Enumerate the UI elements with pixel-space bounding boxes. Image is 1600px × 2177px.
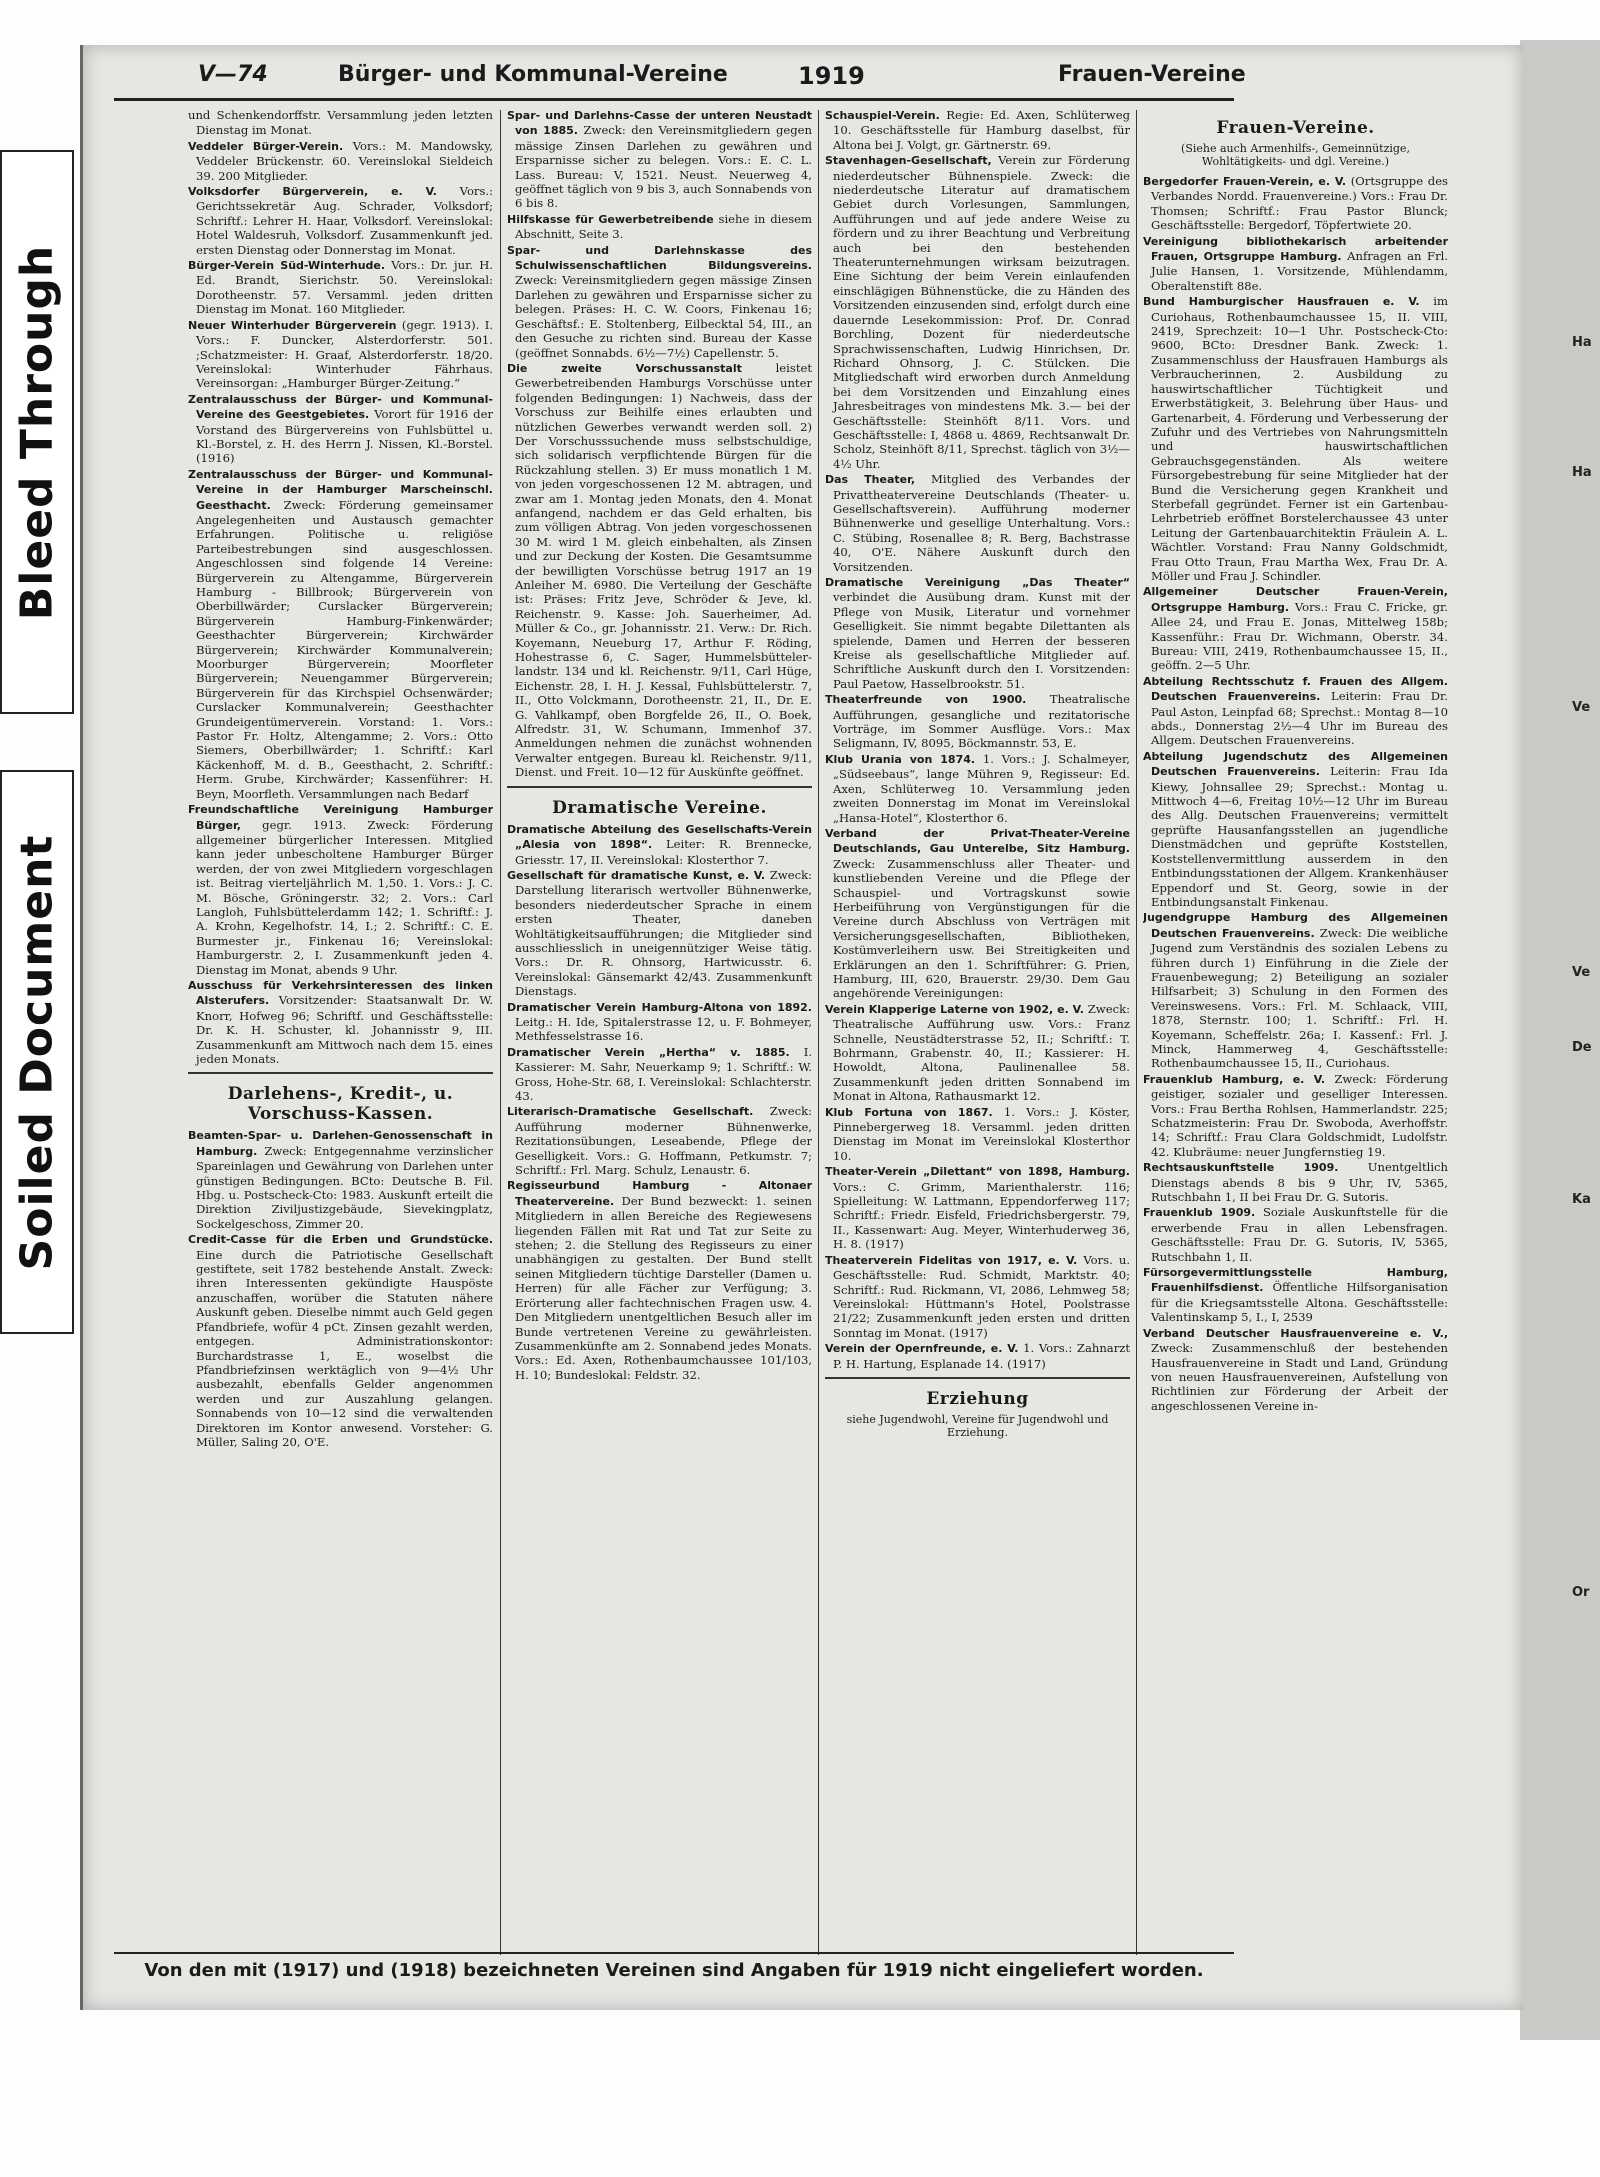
section-title-dramatische: Dramatische Vereine. — [552, 797, 767, 818]
entry-body: Zweck: Zusammenschluß der bestehenden Hausfrauenvereine in Stadt und Land, Gründung von neuen Hausfrauenvereinen, Aufstellung von Richtlinien zur Förderung der Arbeit der angeschlossenen Vereine in- — [1151, 1341, 1448, 1413]
entry-title: Zentralausschuss der Bürger- und Kommunal-Vereine des Geestgebietes. — [188, 392, 493, 422]
directory-entry — [507, 868, 812, 999]
entry-body: Öffentliche Hilfsorganisation für die Kriegsamtsstelle Altona. Geschäftsstelle: Valentinskamp 5, I., I, 2539 — [1151, 1280, 1448, 1325]
adjacent-fragment: Ka — [1572, 1192, 1591, 1207]
entry-body: Zweck: Förderung gemeinsamer Angelegenheiten und Austausch gemachter Erfahrungen. Politische u. religiöse Parteibestrebungen sind ausgeschlossen. Angeschlossen sind folgende 14 Vereine: Bürgerverein zu Altengamme, Bürgerverein Hamburg - Billbrook; Bürgerverein von Oberbillwärder; Curslacker Bürgerverein; Bürgerverein Hamburg-Finkenwärder; Geesthachter Bürgerverein; Kirchwärder Bürgerverein; Kirchwärder Kommunalverein; Moorburger Bürgerverein; Moorfleter Bürgerverein; Neuengammer Bürgerverein; Bürgerverein für das Kirchspiel Ochsenwärder; Curslacker Kommunalverein; Geesthachter Grundeigentümerverein. Vorstand: 1. Vors.: Pastor Fr. Holtz, Altengamme; 2. Vors.: Otto Siemers, Oberbillwärder; 1. Schriftf.: Karl Käckenhoff, M. d. B., Geesthacht, 2. Schriftf.: Herm. Grube, Kirchwärder; Kassenführer: H. Beyn, Moorfleth. Versammlungen nach Bedarf — [196, 497, 493, 801]
directory-entry — [825, 108, 1130, 152]
entry-title: Theater-Verein „Dilettant“ von 1898, Hamburg. — [825, 1165, 1130, 1179]
column-divider — [500, 110, 501, 1955]
entry-title: Frauenklub Hamburg, e. V. — [1143, 1072, 1326, 1086]
header-left-title: Bürger- und Kommunal-Vereine — [338, 62, 728, 87]
column-divider — [818, 110, 819, 1955]
entry-title: Theaterfreunde von 1900. — [825, 693, 1027, 707]
entry-title: Ausschuss für Verkehrsinteressen des linken Alsterufers. — [188, 978, 493, 1008]
entry-title: Fürsorgevermittlungsstelle Hamburg, Frauenhilfsdienst. — [1143, 1266, 1448, 1295]
directory-entry — [1143, 234, 1448, 294]
entry-title: Volksdorfer Bürgerverein, e. V. — [188, 185, 437, 199]
entry-body: Leitg.: H. Ide, Spitalerstrasse 12, u. F. Bohmeyer, Methfesselstrasse 16. — [515, 1014, 812, 1044]
directory-entry — [188, 467, 493, 801]
directory-entry — [1143, 174, 1448, 233]
entry-title: Verein Klapperige Laterne von 1902, e. V. — [825, 1002, 1084, 1016]
entry-body: siehe in diesem Abschnitt, Seite 3. — [515, 211, 812, 242]
directory-entry — [188, 184, 493, 257]
entry-title: Abteilung Jugendschutz des Allgemeinen Deutschen Frauenvereins. — [1143, 749, 1448, 779]
directory-entry — [825, 692, 1130, 751]
entry-body: Vorsitzender: Staatsanwalt Dr. W. Knorr, Hofweg 96; Schriftf. und Geschäftsstelle: Dr. K. H. Schuster, kl. Johannisstr 9, III. Zusammenkunft am Mittwoch nach dem 15. eines jeden Monats. — [196, 993, 493, 1066]
entry-title: Dramatischer Verein Hamburg-Altona von 1892. — [507, 1000, 812, 1014]
directory-entry — [825, 1253, 1130, 1340]
entry-body: Vors.: M. Mandowsky, Veddeler Brückenstr. 60. Vereinslokal Sieldeich 39. 200 Mitglieder. — [196, 138, 493, 183]
entry-body: Zweck: Förderung geistiger, sozialer und geselliger Interessen. Vors.: Frau Bertha Rohlsen, Hammerlandstr. 225; Schatzmeisterin: Frau Dr. Swoboda, Averhoffstr. 14; Schriftf.: Frau Clara Goldschmidt, Ludolfstr. 42. Klubräume: neuer Jungfernstieg 19. — [1151, 1071, 1448, 1159]
entry-body: Vors.: Dr. jur. H. Ed. Brandt, Sierichstr. 50. Vereinslokal: Dorotheenstr. 57. Versamml. jeden dritten Dienstag im Monat. 160 Mitglieder. — [196, 258, 493, 317]
directory-entry — [188, 258, 493, 317]
directory-entry — [188, 1128, 493, 1231]
directory-entry — [507, 108, 812, 211]
directory-entry — [1143, 584, 1448, 672]
directory-entry — [507, 1178, 812, 1382]
page-header — [118, 62, 1246, 92]
column-3 — [825, 108, 1130, 1958]
section-title-erziehung: Erziehung — [926, 1388, 1029, 1409]
entry-body: Leiterin: Frau Ida Kiewy, Johnsallee 29; Sprechst.: Montag u. Mittwoch 4—6, Freitag 10½—12 Uhr im Bureau des Allg. Deutschen Frauenvereins; vermittelt geprüfte Hausanfangsstellen an jugendliche Dienstmädchen und geprüfte Koststellen, Koststellenvermittlung ausserdem in den Entbindungsstationen der Allgem. Krankenhäuser Eppendorf und St. Georg, sowie in der Entbindungsanstalt Finkenau. — [1151, 764, 1448, 909]
directory-entry — [1143, 1326, 1448, 1413]
soiled-document-label — [0, 770, 74, 1334]
entry-title: Neuer Winterhuder Bürgerverein — [188, 318, 397, 332]
entry-body: Vors.: Gerichtssekretär Aug. Schrader, Volksdorf; Schriftf.: Lehrer H. Haar, Volksdorf. Vereinslokal: Hotel Waldesruh, Volksdorf. Zusammenkunft jed. ersten Dienstag oder Donnerstag im Monat. — [196, 184, 493, 257]
directory-entry — [507, 243, 812, 360]
entry-body: 1. Vors.: J. Schalmeyer, „Südseebaus“, lange Mühren 9, Regisseur: Ed. Axen, Schlüterweg 10. Versammlung jeden zweiten Donnerstag im Monat im Vereinslokal „Hansa-Hotel“, Klosterthor 6. — [833, 751, 1130, 825]
section-rule — [507, 786, 812, 788]
directory-entry — [507, 822, 812, 867]
soiled-document-text: Soiled Document — [11, 834, 63, 1270]
entry-body: verbindet die Ausübung dram. Kunst mit der Pflege von Musik, Literatur und vornehmer Geselligkeit. Sie nimmt begabte Dilettanten als spielende, Damen und Herren der besseren Kreise als gesellschaftliche Mitglieder auf. Schriftliche Auskunft durch den I. Vorsitzenden: Paul Paetow, Hasselbrookstr. 51. — [833, 590, 1130, 691]
entry-body: Theatralische Aufführungen, gesangliche und rezitatorische Vorträge, im Sommer Ausflüge. Vors.: Max Seligmann, IV, 8095, Böckmannstr. 53, E. — [833, 692, 1130, 751]
entry-title: Das Theater, — [825, 473, 916, 487]
entry-body: Zweck: Entgegennahme verzinslicher Spareinlagen und Gewährung von Darlehen unter günstigen Bedingungen. BCto: Deutsche B. Fil. Hbg. u. Postscheck-Cto: 1983. Auskunft erteilt die Direktion Ziviljustizgebäude, Sievekingplatz, Sockelgeschoss, Zimmer 20. — [196, 1143, 493, 1231]
page-number: V—74 — [198, 62, 268, 87]
directory-entry — [1143, 294, 1448, 583]
entry-body: Anfragen an Frl. Julie Hansen, 1. Vorsitzende, Mühlendamm, Oberaltenstift 88e. — [1151, 249, 1448, 293]
footer-note: Von den mit (1917) und (1918) bezeichneten Vereinen sind Angaben für 1919 nicht eingeliefert worden. — [144, 1960, 1204, 1981]
entry-title: Verband Deutscher Hausfrauenvereine e. V., — [1143, 1326, 1448, 1340]
entry-body: Verein zur Förderung niederdeutscher Bühnenspiele. Zweck: die niederdeutsche Literatur auf dramatischem Gebiet durch Vorlesungen, Sammlungen, Aufführungen und auf jede andere Weise zu fördern und zu ihrer Beachtung und Verbreitung auch bei den bestehenden Theaterunternehmungen wirksam beizutragen. Eine Sichtung der beim Verein einlaufenden einschlägigen Bühnenstücke, die zu Händen des Vorsitzenden einzusenden sind, erfolgt durch eine dauernde Lesekommission: Prof. Dr. Conrad Borchling, Dozent für niederdeutsche Sprachwissenschaften, Ludwig Hinrichsen, Dr. Richard Ohnsorg, J. C. Stülcken. Die Mitgliedschaft wird erworben durch Anmeldung bei dem Vorsitzenden und Einzahlung eines Jahresbeitrages von mindestens Mk. 3.— bei der Geschäftsstelle: Steinhöft 8/11. Vors. und Geschäftsstelle: I, 4868 u. 4869, Rechtsanwalt Dr. Scholz, Steinhöft 8/11, Sprechst. täglich von 3½—4½ Uhr. — [833, 153, 1130, 471]
entry-title: Die zweite Vorschussanstalt — [507, 361, 742, 375]
directory-entry — [1143, 1072, 1448, 1159]
directory-entry — [188, 1232, 493, 1449]
entry-body: Unentgeltlich Dienstags abends 8 bis 9 Uhr, IV, 5365, Rutschbahn 1, II bei Frau Dr. G. Sutoris. — [1151, 1160, 1448, 1205]
entry-body: 1. Vors.: J. Köster, Pinnebergerweg 18. Versamml. jeden dritten Dienstag im Monat im Vereinslokal Klosterthor 10. — [833, 1104, 1130, 1163]
directory-entry — [507, 1045, 812, 1104]
adjacent-fragment: Ve — [1572, 700, 1591, 715]
section-note: siehe Jugendwohl, Vereine für Jugendwohl und Erziehung. — [846, 1412, 1109, 1439]
entry-title: Vereinigung bibliothekarisch arbeitender Frauen, Ortsgruppe Hamburg. — [1143, 234, 1448, 264]
header-right-title: Frauen-Vereine — [1058, 62, 1246, 87]
adjacent-fragment: Ha — [1572, 465, 1592, 480]
adjacent-fragment: Ha — [1572, 335, 1592, 350]
directory-entry — [507, 212, 812, 242]
entry-title: Bund Hamburgischer Hausfrauen e. V. — [1143, 295, 1420, 309]
adjacent-fragment: De — [1572, 1040, 1592, 1055]
entry-title: Rechtsauskunftstelle 1909. — [1143, 1161, 1339, 1175]
directory-entry — [1143, 1205, 1448, 1264]
entry-body: Zweck: Theatralische Aufführung usw. Vors.: Franz Schnelle, Neustädterstrasse 52, II.; Schriftf.: T. Bohrmann, Grabenstr. 40, II.; Kassierer: H. Howoldt, Altona, Paulinenallee 58. Zusammenkunft jeden dritten Sonnabend im Monat in Altona, Rathausmarkt 12. — [833, 1001, 1130, 1104]
section-title-frauen: Frauen-Vereine. — [1216, 118, 1375, 138]
entry-title: Bürger-Verein Süd-Winterhude. — [188, 259, 386, 273]
directory-entry — [825, 472, 1130, 574]
entry-title: Abteilung Rechtsschutz f. Frauen des Allgem. Deutschen Frauenvereins. — [1143, 674, 1448, 704]
entry-body: leistet Gewerbetreibenden Hamburgs Vorschüsse unter folgenden Bedingungen: 1) Nachweis, dass der Vorschuss zur Beihilfe eines erlaubten und nützlichen Gewerbes verwandt werden soll. 2) Der Vorschusssuchende muss selbstschuldige, sich solidarisch verpflichtende Bürgen für die Rückzahlung stellen. 3) Er muss monatlich 1 M. von jeden vorgeschossenen 12 M. abtragen, und zwar am 1. Montag jeden Monats, den 4. Monat anfangend, nachdem er das Geld erhalten, bis zum völligen Abtrag. Von jeden vorgeschossenen 30 M. wird 1 M. gleich einbehalten, als Zinsen und zur Deckung der Kosten. Die Gesamtsumme der bewilligten Vorschüsse betrug 1917 an 19 Anleiher M. 6980. Die Verteilung der Geschäfte ist: Präses: Fritz Jeve, Schröder & Jeve, kl. Reichenstr. 9. Kasse: Joh. Sauerheimer, Ad. Müller & Co., gr. Johannisstr. 21. Verw.: Dr. Rich. Koyemann, Neueburg 17, Arthur F. Röding, Hohestrasse 6, C. Sager, Hummelsbütteler-landstr. 134 und kl. Reichenstr. 9/11, Carl Hüge, Eichenstr. 28, I. H. J. Kessal, Fuhlsbüttelerstr. 7, II., Otto Volckmann, Dorotheenstr. 21, II., Dr. E. G. Vahlkampf, oben Borgfelde 26, II., O. Boek, Alfredstr. 31, W. Schumann, Immenhof 37. Anmeldungen nehmen die zunächst wohnenden Verwalter entgegen. Bureau kl. Reichenstr. 9/11, Dienst. und Freit. 10—12 für Auskünfte geöffnet. — [515, 360, 812, 780]
column-divider — [1136, 110, 1137, 1955]
entry-body: 1. Vors.: Zahnarzt P. H. Hartung, Esplanade 14. (1917) — [833, 1341, 1130, 1371]
directory-entry — [825, 752, 1130, 825]
directory-entry — [188, 802, 493, 977]
entry-title: Verein der Opernfreunde, e. V. — [825, 1342, 1019, 1356]
directory-entry — [1143, 749, 1448, 909]
entry-title: Hilfskasse für Gewerbetreibende — [507, 212, 714, 226]
adjacent-page-strip — [1520, 40, 1600, 2040]
entry-title: Theaterverein Fidelitas von 1917, e. V. — [825, 1253, 1078, 1267]
directory-entry — [825, 153, 1130, 471]
directory-entry — [1143, 674, 1448, 748]
directory-entry — [507, 361, 812, 780]
directory-entry — [825, 1164, 1130, 1251]
entry-body: gegr. 1913. Zweck: Förderung allgemeiner bürgerlicher Interessen. Mitglied kann jeder unbescholtene Hamburger Bürger werden, der von zwei Mitgliedern vorgeschlagen ist. Beitrag vierteljährlich M. 1,50. 1. Vors.: J. C. M. Bösche, Gröningerstr. 32; 2. Vors.: Carl Langloh, Fuhlsbüttelerdamm 142; 1. Schriftf.: J. A. Krohn, Kegelhofstr. 14, I.; 2. Schriftf.: C. E. Burmester jr., Finkenau 16; Vereinslokal: Hamburgerstr. 2, I. Zusammenkunft jeden 4. Dienstag im Monat, abends 9 Uhr. — [196, 817, 493, 977]
entry-body: Soziale Auskunftstelle für die erwerbende Frau in allen Lebensfragen. Geschäftsstelle: Frau Dr. G. Sutoris, IV, 5365, Rutschbahn 1, II. — [1151, 1205, 1448, 1264]
bleed-through-text: Bleed Through — [11, 244, 63, 620]
entry-body: (gegr. 1913). I. Vors.: F. Duncker, Alsterdorferstr. 501. ;Schatzmeister: H. Graaf, Alsterdorferstr. 18/20. Vereinslokal: Winterhuder Fährhaus. Vereinsorgan: „Hamburger Bürger-Zeitung.“ — [196, 317, 493, 391]
section-title-darlehens: Darlehens-, Kredit-, u. Vorschuss-Kassen. — [227, 1084, 454, 1125]
entry-body: Zweck: Vereinsmitgliedern gegen mässige Zinsen Darlehen zu gewähren und Ersparnisse sicher zu belegen. Präses: H. C. W. Coors, Finkenau 16; Geschäftsf.: E. Stoltenberg, Eilbecktal 54, III., an den Gesuche zu richten sind. Bureau der Kasse (geöffnet Sonnabds. 6½—7½) Capellenstr. 5. — [515, 273, 812, 360]
entry-title: Dramatische Abteilung des Gesellschafts-Verein „Alesia von 1898“. — [507, 822, 812, 852]
entry-body: Vors.: Frau C. Fricke, gr. Allee 24, und Frau E. Jonas, Mittelweg 158b; Kassenführ.: Frau Dr. Wichmann, Oberstr. 34. Bureau: VIII, 2419, Rothenbaumchaussee 15, II., geöffn. 2—5 Uhr. — [1151, 599, 1448, 673]
entry-body: Eine durch die Patriotische Gesellschaft gestiftete, seit 1782 bestehende Anstalt. Zweck: ihren Interessenten gekündigte Hauspöste anzuschaffen, worüber die Statuten nähere Auskunft geben. Dieselbe nimmt auch Geld gegen Pfandbriefe, wofür 4 pCt. Zinsen gezahlt werden, entgegen. Administrationskontor: Burchardstrasse 1, E., woselbst die Pfandbriefzinsen werktäglich von 9—4½ Uhr ausbezahlt, ebenfalls Gelder angenommen werden und zur Auszahlung gelangen. Sonnabends von 10—12 sind die verwaltenden Direktoren im Kontor anwesend. Vorsteher: G. Müller, Saling 20, O'E. — [196, 1247, 493, 1449]
entry-body: (Ortsgruppe des Verbandes Nordd. Frauenvereine.) Vors.: Frau Dr. Thomsen; Schriftf.: Frau Pastor Blunck; Geschäftsstelle: Bergedorf, Töpfertwiete 20. — [1151, 174, 1448, 233]
directory-entry — [825, 1105, 1130, 1164]
entry-title: Frauenklub 1909. — [1143, 1206, 1256, 1220]
entry-body: Zweck: Zusammenschluss aller Theater- und kunstliebenden Vereine und die Pflege der Schauspiel- und Vortragskunst sowie Herbeiführung von Vergünstigungen für die Vereine durch Abschluss von Verträgen mit Versicherungsgesellschaften, Bibliotheken, Kostümverleihern usw. Bei Streitigkeiten und Erklärungen an den 1. Schriftführer: G. Prien, Hamburg, III, 620, Brauerstr. 29/30. Dem Gau angehörende Vereinigungen: — [833, 856, 1130, 1001]
directory-entry — [188, 108, 493, 138]
directory-entry — [188, 978, 493, 1066]
directory-entry — [825, 826, 1130, 1001]
entry-body: Zweck: Aufführung moderner Bühnenwerke, Rezitationsübungen, Leseabende, Pflege der Geselligkeit. Vors.: G. Hoffmann, Petkumstr. 7; Schriftf.: Frl. Marg. Schulz, Lenaustr. 6. — [515, 1104, 812, 1178]
adjacent-fragment: Ve — [1572, 965, 1591, 980]
directory-entry — [507, 1000, 812, 1044]
entry-title: Klub Fortuna von 1867. — [825, 1105, 993, 1119]
entry-body: Vorort für 1916 der Vorstand des Bürgervereins von Fuhlsbüttel u. Kl.-Borstel, z. H. des Herrn J. Nissen, Kl.-Borstel. (1916) — [196, 407, 493, 466]
column-4 — [1143, 108, 1448, 1958]
entry-title: Klub Urania von 1874. — [825, 752, 976, 766]
directory-entry — [1143, 1160, 1448, 1204]
entry-title: Allgemeiner Deutscher Frauen-Verein, Ortsgruppe Hamburg. — [1143, 585, 1448, 614]
entry-body: Zweck: Die weibliche Jugend zum Verständnis des sozialen Lebens zu führen durch 1) Einführung in die Ziele der Frauenbewegung; 2) Beteiligung an sozialer Hilfsarbeit; 3) Schulung in den Formen des Vereinswesens. Vors.: Frl. M. Schlaack, VIII, 1878, Sternstr. 100; 1. Schriftf.: Frl. H. Koyemann, Scheffelstr. 26a; I. Kassenf.: Frl. J. Minck, Hammerweg 4, Geschäftsstelle: Rothenbaumchaussee 15, II., Curiohaus. — [1151, 925, 1448, 1071]
entry-title: Jugendgruppe Hamburg des Allgemeinen Deutschen Frauenvereins. — [1143, 911, 1448, 940]
entry-title: Veddeler Bürger-Verein. — [188, 139, 344, 153]
entry-body: Vors. u. Geschäftsstelle: Rud. Schmidt, Marktstr. 40; Schriftf.: Rud. Rickmann, VI, 2086, Lehmweg 58; Vereinslokal: Hüttmann's Hotel, Poolstrasse 21/22; Zusammenkunft jeden ersten und dritten Sonntag im Monat. (1917) — [833, 1252, 1130, 1340]
header-rule — [114, 98, 1234, 101]
section-note: (Siehe auch Armenhilfs-, Gemeinnützige, Wohltätigkeits- und dgl. Vereine.) — [1181, 142, 1410, 168]
entry-title: Beamten-Spar- u. Darlehen-Genossenschaft in Hamburg. — [188, 1129, 493, 1158]
entry-title: Schauspiel-Verein. — [825, 109, 940, 122]
directory-entry — [1143, 1265, 1448, 1325]
directory-entry — [188, 139, 493, 183]
entry-body: Regie: Ed. Axen, Schlüterweg 10. Geschäftsstelle für Hamburg daselbst, für Altona bei J. Volgt, gr. Gärtnerstr. 69. — [833, 108, 1130, 152]
entry-title: Credit-Casse für die Erben und Grundstücke. — [188, 1233, 493, 1247]
directory-entry — [825, 575, 1130, 691]
header-year: 1919 — [798, 62, 865, 90]
section-rule — [188, 1072, 493, 1074]
entry-title: Regisseurbund Hamburg - Altonaer Theatervereine. — [507, 1179, 812, 1208]
entry-title: Freundschaftliche Vereinigung Hamburger Bürger, — [188, 803, 493, 832]
entry-title: Stavenhagen-Gesellschaft, — [825, 154, 992, 168]
entry-body: Mitglied des Verbandes der Privattheatervereine Deutschlands (Theater- u. Gesellschaftsverein). Aufführung moderner Bühnenwerke und gesellige Unterhaltung. Vors.: C. Stübing, Rosenallee 8; R. Berg, Bachstrasse 40, O'E. Nähere Auskunft durch den Vorsitzenden. — [833, 472, 1130, 574]
entry-title: Dramatischer Verein „Hertha“ v. 1885. — [507, 1045, 790, 1059]
entry-title: Spar- und Darlehnskasse des Schulwissenschaftlichen Bildungsvereins. — [507, 243, 812, 273]
entry-body: und Schenkendorffstr. Versammlung jeden letzten Dienstag im Monat. — [188, 108, 493, 138]
column-2 — [507, 108, 812, 1958]
column-1 — [188, 108, 493, 1958]
entry-title: Spar- und Darlehns-Casse der unteren Neustadt von 1885. — [507, 109, 812, 138]
directory-entry — [1143, 910, 1448, 1070]
entry-title: Bergedorfer Frauen-Verein, e. V. — [1143, 175, 1347, 188]
entry-body: I. Kassierer: M. Sahr, Neuerkamp 9; 1. Schriftf.: W. Gross, Hohe-Str. 68, I. Vereinslokal: Schlachterstr. 43. — [515, 1044, 812, 1103]
entry-body: Der Bund bezweckt: 1. seinen Mitgliedern in allen Bereiche des Regiewesens liegenden Fällen mit Rat und Tat zur Seite zu stehen; 2. die Stellung des Regisseurs zu einer unabhängigen zu gestalten. Der Bund stellt seinen Mitgliedern tüchtige Darsteller (Damen u. Herren) für alle Fächer zur Verfügung; 3. Erörterung aller fachtechnischen Fragen usw. 4. Den Mitgliedern unentgeltlichen Besuch aller im Bunde vertretenen Vereine zu gewährleisten. Zusammenkünfte am 2. Sonnabend jedes Monats. Vors.: Ed. Axen, Rothenbaumchaussee 101/103, H. 10; Bundeslokal: Feldstr. 32. — [515, 1193, 812, 1382]
entry-title: Zentralausschuss der Bürger- und Kommunal-Vereine in der Hamburger Marscheinschl. Geesthacht. — [188, 467, 493, 512]
entry-title: Dramatische Vereinigung „Das Theater“ — [825, 576, 1130, 589]
footer-rule — [114, 1952, 1234, 1954]
directory-entry — [188, 392, 493, 466]
directory-entry — [507, 1104, 812, 1177]
section-rule — [825, 1377, 1130, 1379]
entry-title: Literarisch-Dramatische Gesellschaft. — [507, 1105, 754, 1119]
entry-body: Leiterin: Frau Dr. Paul Aston, Leinpfad 68; Sprechst.: Montag 8—10 abds., Donnerstag 2½—4 Uhr im Bureau des Allgem. Deutschen Frauenvereins. — [1151, 689, 1448, 748]
entry-body: Zweck: Darstellung literarisch wertvoller Bühnenwerke, besonders niederdeutscher Sprache in einem ersten Theater, daneben Wohltätigkeitsaufführungen; die Mitglieder sind ausschliesslich in uneigennütziger Weise tätig. Vors.: Dr. R. Ohnsorg, Hartwicusstr. 6. Vereinslokal: Gänsemarkt 42/43. Zusammenkunft Dienstags. — [515, 867, 812, 999]
bleed-through-label — [0, 150, 74, 714]
directory-entry — [825, 1341, 1130, 1371]
entry-body: Leiter: R. Brennecke, Griesstr. 17, II. Vereinslokal: Klosterthor 7. — [515, 837, 812, 867]
entry-body: Zweck: den Vereinsmitgliedern gegen mässige Zinsen Darlehen zu gewähren und Ersparnisse sicher zu belegen. Vors.: E. C. L. Lass. Bureau: V, 1521. Neust. Neuerweg 4, geöffnet täglich von 9 bis 3, auch Sonnabends von 6 bis 8. — [515, 123, 812, 211]
entry-body: Vors.: C. Grimm, Marienthalerstr. 116; Spielleitung: W. Lattmann, Eppendorferweg 117; Schriftf.: Friedr. Eisfeld, Friedrichsbergerstr. 79, II., Kassenwart: Aug. Meyer, Winterhuderweg 36, H. 8. (1917) — [833, 1179, 1130, 1252]
entry-body: im Curiohaus, Rothenbaumchaussee 15, II. VIII, 2419, Sprechzeit: 10—1 Uhr. Postscheck-Cto: 9600, BCto: Dresdner Bank. Zweck: 1. Zusammenschluss der Hausfrauen Hamburgs als Verbraucherinnen, 2. Ausbildung zu hauswirtschaftlicher Tüchtigkeit und Erwerbstätigkeit, 3. Belehrung über Haus- und Gartenarbeit, 4. Förderung und Verbesserung der Zufuhr und des Vertriebes von Nahrungsmitteln und hauswirtschaftlichen Gebrauchsgegenständen. Als weitere Fürsorgebestrebung für seine Mitglieder hat der Bund die Versicherung gegen Krankheit und Sterbefall gegründet. Ferner ist ein Gartenbau-Lehrbetrieb eröffnet Borstelerchaussee 43 unter Leitung der Gartenbauarchitektin Fräulein A. L. Wächtler. Vorstand: Frau Nanny Goldschmidt, Frau Otto Traun, Frau Martha Wex, Frau Dr. A. Möller und Frau J. Schindler. — [1151, 294, 1448, 583]
directory-entry — [825, 1002, 1130, 1104]
directory-entry — [188, 318, 493, 391]
adjacent-fragment: Or — [1572, 1585, 1590, 1600]
entry-title: Gesellschaft für dramatische Kunst, e. V. — [507, 868, 766, 882]
entry-title: Verband der Privat-Theater-Vereine Deutschlands, Gau Unterelbe, Sitz Hamburg. — [825, 826, 1130, 856]
